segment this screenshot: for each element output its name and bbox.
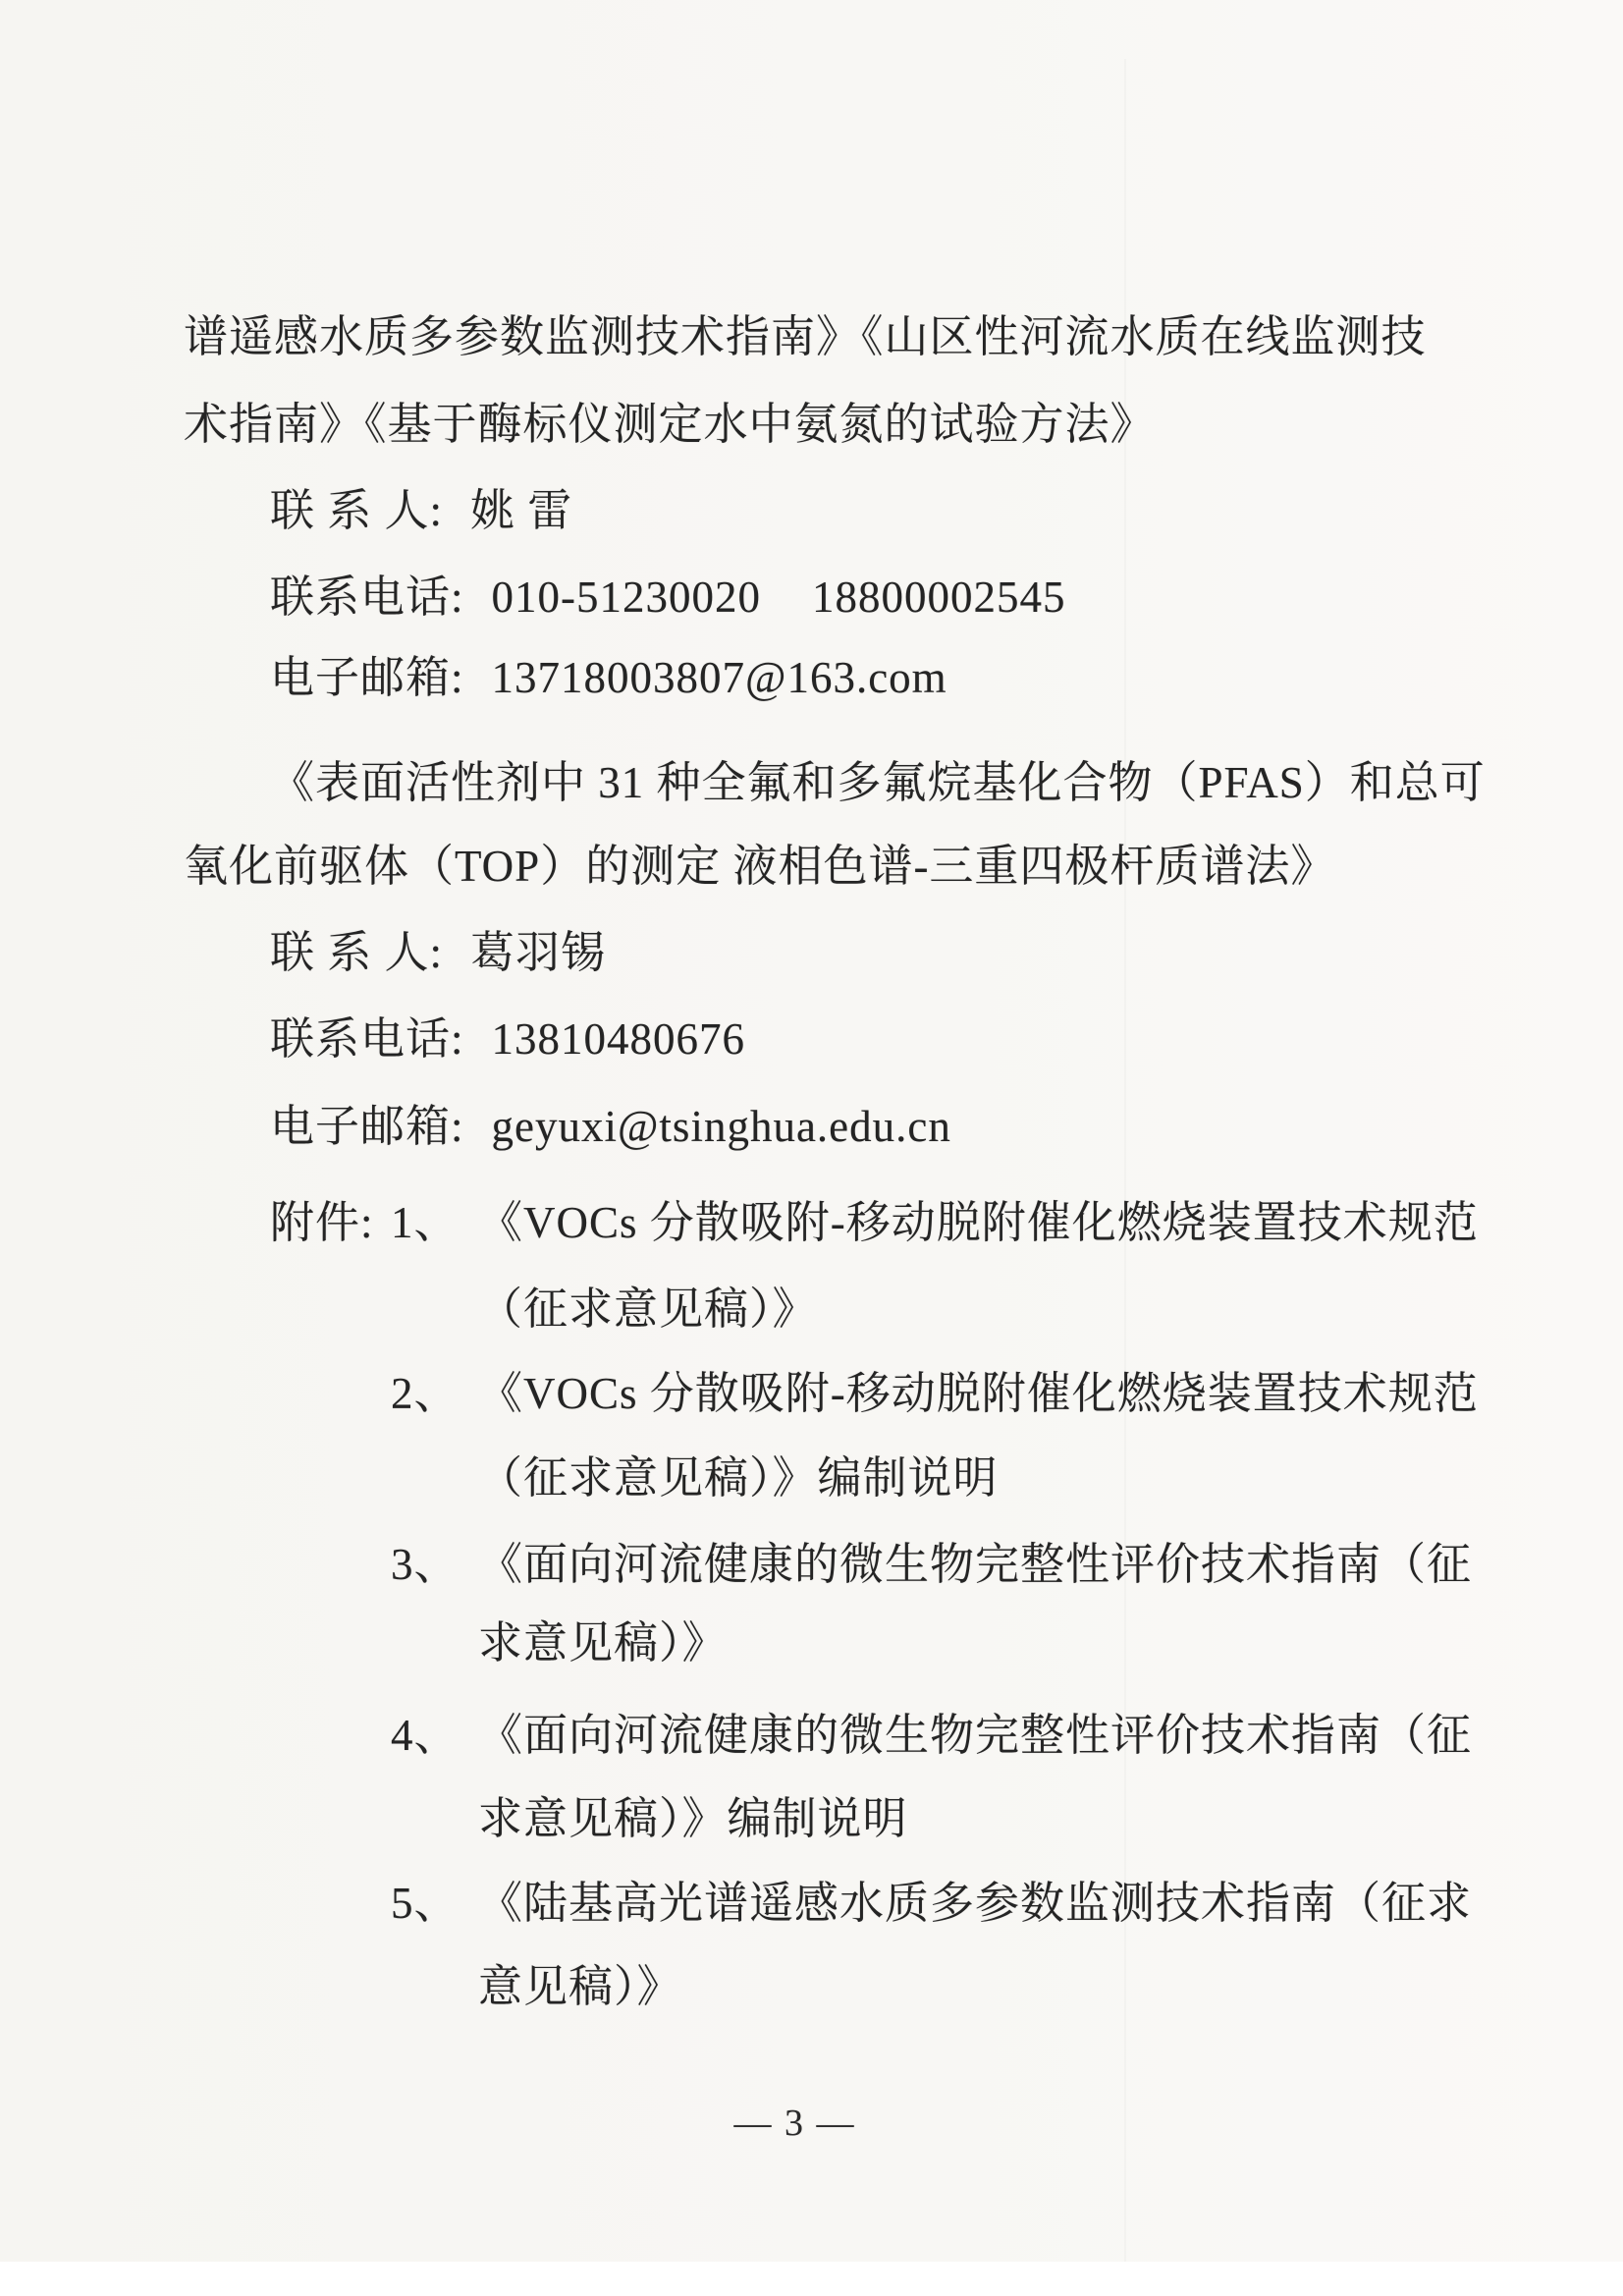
attachment-2-number: 2、 [391, 1369, 460, 1418]
attachment-4-number: 4、 [391, 1711, 460, 1760]
attachment-1-title-line2: （征求意见稿）》 [478, 1285, 818, 1334]
contact1-person-line [270, 483, 572, 538]
contact1-phone-number-1: 010-51230020 [491, 573, 762, 622]
contact2-person-label: 联 系 人: [270, 928, 444, 977]
attachment-4-title-line1: 《面向河流健康的微生物完整性评价技术指南（征 [478, 1711, 1473, 1760]
attachment-1-number: 1、 [391, 1198, 460, 1247]
paragraph2-line1: 《表面活性剂中 31 种全氟和多氟烷基化合物（PFAS）和总可 [270, 758, 1486, 807]
contact1-phone-number-2: 18800002545 [812, 573, 1066, 622]
scanner-background-strip [0, 2262, 1623, 2296]
contact2-phone-label: 联系电话: [270, 1014, 464, 1064]
contact1-person-label: 联 系 人: [270, 486, 444, 535]
contact1-person-value: 姚 雷 [470, 486, 573, 535]
attachment-3-title-line2: 求意见稿）》 [478, 1618, 728, 1667]
contact2-email-line [270, 1099, 951, 1154]
contact1-email-label: 电子邮箱: [270, 653, 464, 702]
contact1-phone-label: 联系电话: [270, 573, 464, 622]
attachment-3-title-line1: 《面向河流健康的微生物完整性评价技术指南（征 [478, 1540, 1473, 1589]
contact2-phone-number-1: 13810480676 [491, 1014, 746, 1064]
attachment-2-title-line2: （征求意见稿）》编制说明 [478, 1453, 999, 1503]
paragraph1-line1: 谱遥感水质多参数监测技术指南》《山区性河流水质在线监测技 [184, 312, 1427, 361]
attachment-5-title-line2: 意见稿）》 [478, 1962, 682, 2011]
attachment-5-title-line1: 《陆基高光谱遥感水质多参数监测技术指南（征求 [478, 1879, 1473, 1928]
contact2-person-value: 葛羽锡 [470, 928, 607, 977]
contact2-email-label: 电子邮箱: [270, 1102, 464, 1151]
contact1-email-value: 13718003807@163.com [491, 653, 947, 702]
attachment-3-number: 3、 [391, 1540, 460, 1589]
scan-crease-line [1124, 59, 1126, 2262]
attachment-1-title-line1: 《VOCs 分散吸附-移动脱附催化燃烧装置技术规范 [478, 1198, 1479, 1247]
contact2-email-value: geyuxi@tsinghua.edu.cn [491, 1102, 951, 1151]
attachment-4-title-line2: 求意见稿）》编制说明 [478, 1794, 908, 1843]
paragraph2-line2: 氧化前驱体（TOP）的测定 液相色谱-三重四极杆质谱法》 [184, 842, 1336, 891]
contact2-person-line [270, 925, 606, 980]
page-number: — 3 — [733, 2103, 856, 2144]
contact1-phone-line [270, 570, 1066, 625]
contact1-email-line [270, 650, 947, 705]
attachment-2-title-line1: 《VOCs 分散吸附-移动脱附催化燃烧装置技术规范 [478, 1369, 1479, 1418]
attachment-5-number: 5、 [391, 1879, 460, 1928]
paragraph1-line2: 术指南》《基于酶标仪测定水中氨氮的试验方法》 [184, 400, 1156, 449]
attachments-label: 附件: [270, 1198, 374, 1247]
contact2-phone-line [270, 1011, 745, 1066]
